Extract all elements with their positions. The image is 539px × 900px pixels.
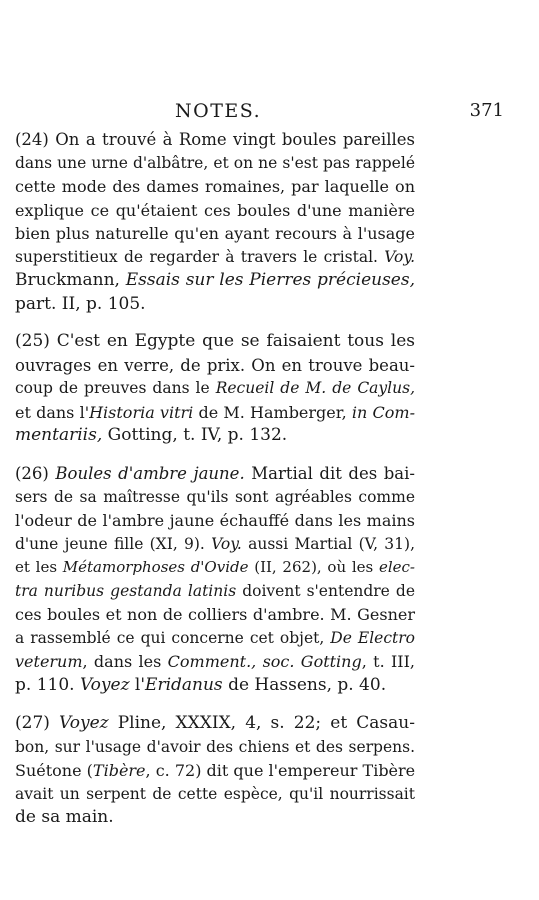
note-line: tra nuribus gestanda latinis doivent s'entendre de bbox=[15, 581, 415, 600]
note-line: bien plus naturelle qu'en ayant recours à l'usage bbox=[15, 224, 415, 243]
note-line: (24) On a trouvé à Rome vingt boules pareilles bbox=[15, 130, 415, 149]
note-line: (26) Boules d'ambre jaune. Martial dit des bai- bbox=[15, 464, 415, 483]
note-line: part. II, p. 105. bbox=[15, 293, 146, 314]
note-line: (25) C'est en Egypte que se faisaient tous les bbox=[15, 331, 415, 351]
note-line: explique ce qu'étaient ces boules d'une manière bbox=[15, 200, 415, 220]
note-line: Bruckmann, Essais sur les Pierres précieuses, bbox=[15, 270, 416, 290]
note-line: bon, sur l'usage d'avoir des chiens et des serpens. bbox=[15, 737, 415, 756]
note-line: superstitieux de regarder à travers le cristal. Voy. bbox=[15, 247, 415, 266]
note-line: et dans l'Historia vitri de M. Hamberger, in Com- bbox=[15, 402, 415, 422]
page-number: 371 bbox=[469, 100, 504, 121]
note-line: veterum, dans les Comment., soc. Gotting, t. III, bbox=[15, 652, 416, 671]
note-line: ouvrages en verre, de prix. On en trouve beau- bbox=[15, 355, 415, 375]
note-line: a rassemblé ce qui concerne cet objet, De Electro bbox=[15, 628, 415, 647]
running-title: NOTES. bbox=[175, 100, 262, 122]
note-line: p. 110. Voyez l'Eridanus de Hassens, p. 40. bbox=[15, 674, 387, 695]
note-line: Suétone (Tibère, c. 72) dit que l'empereur Tibère bbox=[15, 761, 416, 780]
note-line: ces boules et non de colliers d'ambre. M. Gesner bbox=[15, 605, 415, 624]
note-line: cette mode des dames romaines, par laquelle on bbox=[15, 177, 415, 196]
note-line: avait un serpent de cette espèce, qu'il nourrissait bbox=[15, 784, 415, 803]
note-25 bbox=[15, 330, 415, 448]
note-26 bbox=[15, 462, 415, 697]
note-line: coup de preuves dans le Recueil de M. de Caylus, bbox=[15, 379, 416, 397]
page-header bbox=[44, 100, 504, 130]
note-line: (27) Voyez Pline, XXXIX, 4, s. 22; et Casau- bbox=[15, 713, 415, 733]
note-line: l'odeur de l'ambre jaune échauffé dans les mains bbox=[15, 511, 415, 530]
note-line: dans une urne d'albâtre, et on ne s'est pas rappelé bbox=[15, 153, 415, 172]
note-line: et les Métamorphoses d'Ovide (II, 262), où les elec- bbox=[15, 558, 415, 576]
note-line: d'une jeune fille (XI, 9). Voy. aussi Martial (V, 31), bbox=[15, 534, 416, 553]
note-24 bbox=[15, 128, 415, 316]
note-27 bbox=[15, 712, 415, 830]
note-line: sers de sa maîtresse qu'ils sont agréables comme bbox=[15, 487, 415, 506]
note-line: mentariis, Gotting, t. IV, p. 132. bbox=[15, 425, 288, 445]
note-line: de sa main. bbox=[15, 807, 114, 827]
